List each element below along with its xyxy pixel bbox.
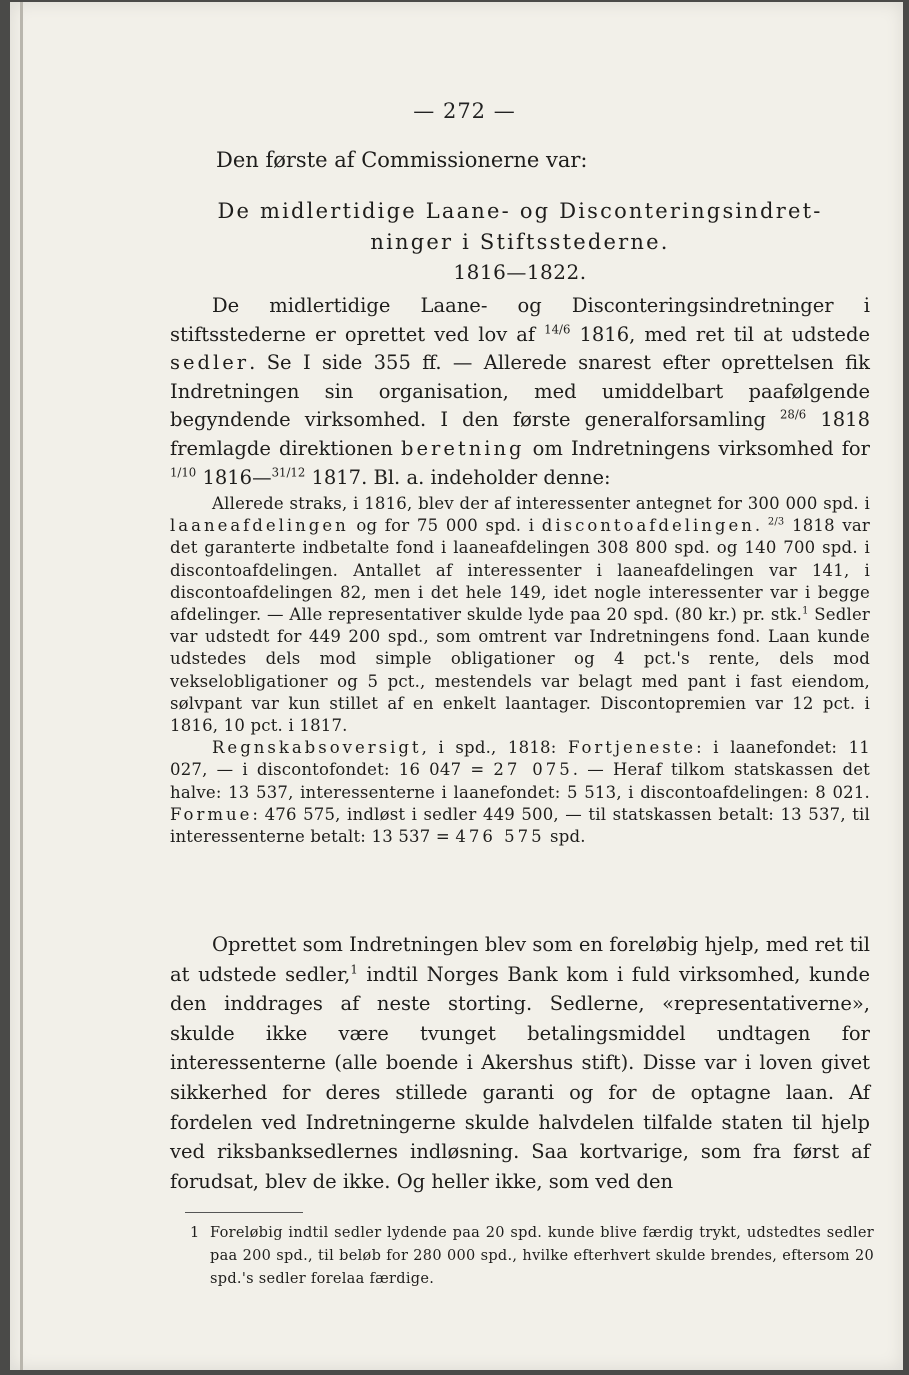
emphasis-text: Formue <box>170 804 253 824</box>
section-title-line-1: De midlertidige Laane- og Disconteringsindret- <box>217 199 823 223</box>
text-run: 1816— <box>196 465 272 489</box>
page-edge-shadow <box>20 2 23 1370</box>
report-excerpt <box>170 493 870 848</box>
section-title <box>170 196 870 258</box>
report-paragraph-1 <box>170 493 870 737</box>
footnote <box>190 1222 874 1291</box>
emphasis-text: 27 075 <box>493 760 573 780</box>
text-run: . Se I side 355 ff. — Allerede snarest efter oprettelsen fik Indretningen sin organisation, med umiddelbart paafølgende begyndende virksomhed. I den første generalforsamling <box>170 351 870 432</box>
text-run: De midlertidige Laane- og Disconteringsindretninger i stiftsstederne er oprettet ved lov af <box>170 294 870 346</box>
emphasis-text: discontoafdelingen <box>541 516 755 536</box>
text-run: indtil Norges Bank kom i fuld virksomhed, kunde den inddrages af neste storting. Sedlerne, «representativerne», skulde ikke være tvunget betalingsmiddel undtagen for interessenterne (alle boende i Akershus stift). Disse var i loven givet sikkerhed for deres stillede garanti og for de optagne laan. Af fordelen ved Indretningerne skulde halvdelen tilfalde staten til hjelp ved riksbanksedlernes indløsning. Saa kortvarige, som fra først af forudsat, blev de ikke. Og heller ikke, som ved den <box>170 962 870 1193</box>
emphasis-text: Fortjeneste <box>567 738 697 758</box>
footnote-reference: 1 <box>350 962 358 977</box>
page-number: — 272 — <box>413 99 516 123</box>
text-run: , i spd., 1818: <box>421 738 568 758</box>
date-fraction: 31/12 <box>271 465 306 480</box>
emphasis-text: Regnskabsoversigt <box>212 738 422 758</box>
text-run: 1818 fremlagde direktionen <box>170 408 870 460</box>
text-run: . <box>754 516 768 536</box>
emphasis-text: sedler <box>170 351 250 375</box>
text-run: om Indretningens virksomhed for <box>524 436 870 460</box>
text-run: Sedler var udstedt for 449 200 spd., som omtrent var Indretningens fond. Laan kunde udstedes dels mod simple obligationer og 4 pct.'s rente, dels mod vekselobligationer og 5 pct., mestendels var belagt med pant i fast eiendom, sølvpant var kun stillet af en enkelt laantager. Discontopremien var 12 pct. i 1816, 10 pct. i 1817. <box>170 605 870 736</box>
section-years: 1816—1822. <box>453 260 587 284</box>
emphasis-text: 476 575 <box>455 827 545 847</box>
text-run: 1817. Bl. a. indeholder denne: <box>305 465 611 489</box>
date-fraction: 28/6 <box>780 407 807 422</box>
text-run: 1816, med ret til at udstede <box>570 322 870 346</box>
main-paragraph <box>170 930 870 1196</box>
text-run: og for 75 000 spd. i <box>348 516 542 536</box>
text-run: 1818 var det garanterte indbetalte fond i laaneafdelingen 308 800 spd. og 140 700 spd. i discontoafdelingen. Antallet af interessenter i laaneafdelingen var 141, i discontoafdelingen 82, men i det hele 149, idet nogle interessenter var i begge afdelinger. — Alle representativer skulde lyde paa 20 spd. (80 kr.) pr. stk. <box>170 516 871 625</box>
date-fraction: 14/6 <box>544 322 571 337</box>
footnote-reference: 1 <box>802 605 809 617</box>
text-run: : 476 575, indløst i sedler 449 500, — til statskassen betalt: 13 537, til interessenterne betalt: 13 537 = <box>170 804 870 847</box>
emphasis-text: laaneafdelingen <box>170 516 349 536</box>
emphasis-text: beretning <box>400 436 525 460</box>
lead-sentence: Den første af Commissionerne var: <box>216 148 588 172</box>
text-run: spd. <box>544 827 586 847</box>
text-run: Oprettet som Indretningen blev som en foreløbig hjelp, med ret til at udstede sedler, <box>170 933 870 986</box>
text-run: Allerede straks, i 1816, blev der af interessenter antegnet for 300 000 spd. i <box>212 494 870 513</box>
footnote-text: Foreløbig indtil sedler lydende paa 20 spd. kunde blive færdig trykt, udstedtes sedler paa 200 spd., til beløb for 280 000 spd., hvilke efterhvert skulde brendes, eftersom 20 spd.'s sedler forelaa færdige. <box>210 1225 874 1287</box>
text-run: : i laanefondet: 11 027, — i discontofondet: 16 047 = <box>170 738 870 780</box>
book-page <box>10 2 903 1370</box>
section-title-line-2: ninger i Stiftsstederne. <box>370 230 670 254</box>
intro-paragraph <box>170 292 870 492</box>
report-paragraph-2 <box>170 737 870 848</box>
date-fraction: 1/10 <box>170 465 197 480</box>
footnote-divider <box>185 1212 303 1213</box>
date-fraction: 2/3 <box>767 516 785 528</box>
footnote-marker: 1 <box>190 1225 200 1241</box>
text-run: . — Heraf tilkom statskassen det halve: 13 537, interessenterne i laanefondet: 5 513, i discontoafdelingen: 8 021. <box>170 760 870 802</box>
